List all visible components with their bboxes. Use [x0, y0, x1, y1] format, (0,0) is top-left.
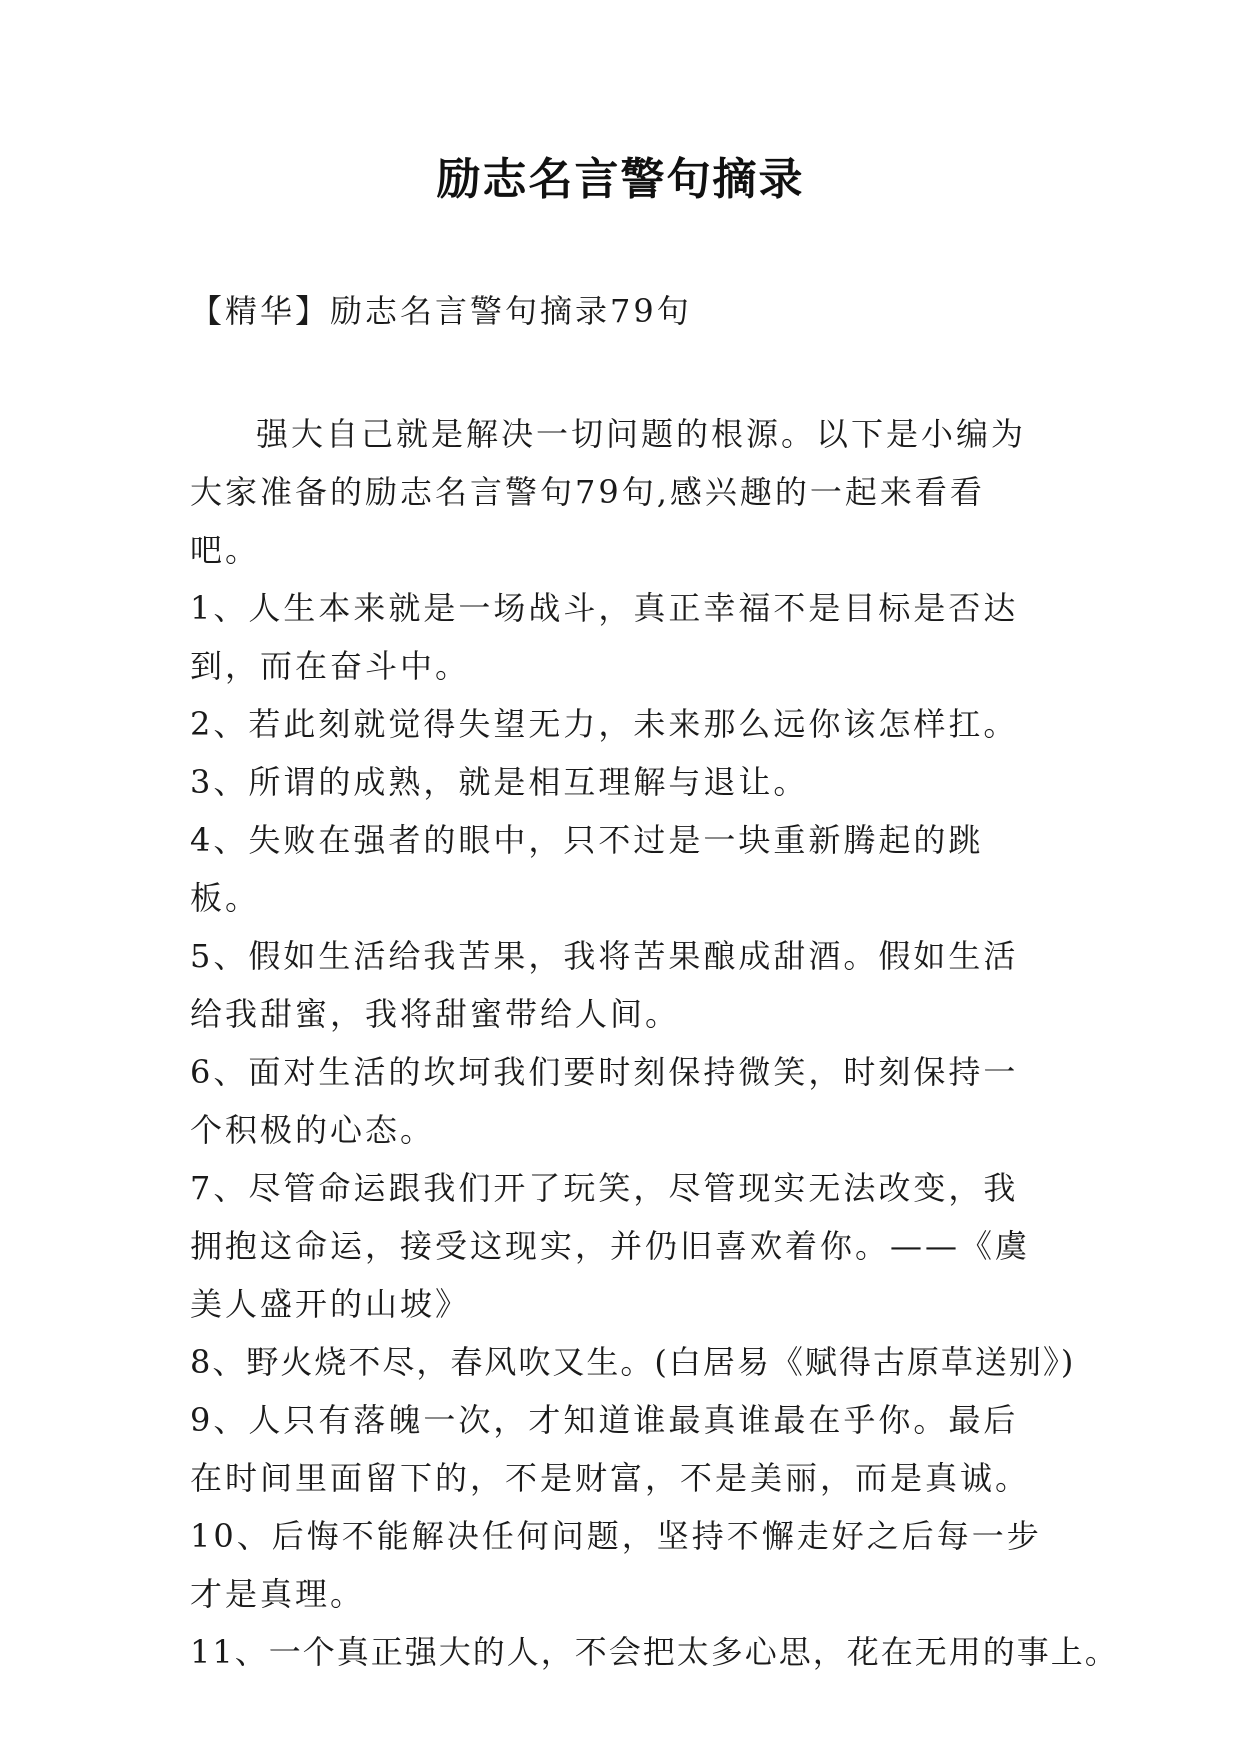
document-body	[190, 405, 1119, 1681]
quote-item: 4、失败在强者的眼中，只不过是一块重新腾起的跳板。	[190, 821, 984, 917]
quote-item: 7、尽管命运跟我们开了玩笑，尽管现实无法改变，我拥抱这命运，接受这现实，并仍旧喜欢着你。——《虞美人盛开的山坡》	[190, 1169, 1031, 1323]
document-subtitle: 【精华】励志名言警句摘录79句	[190, 292, 692, 330]
quote-item: 9、人只有落魄一次，才知道谁最真谁最在乎你。最后在时间里面留下的，不是财富，不是美丽，而是真诚。	[190, 1401, 1031, 1497]
quote-item: 2、若此刻就觉得失望无力，未来那么远你该怎样扛。	[190, 705, 1019, 743]
intro-paragraph: 强大自己就是解决一切问题的根源。以下是小编为大家准备的励志名言警句79句,感兴趣的一起来看看吧。	[190, 415, 1027, 569]
quote-item: 10、后悔不能解决任何问题，坚持不懈走好之后每一步才是真理。	[190, 1517, 1042, 1613]
document-title: 励志名言警句摘录	[436, 154, 805, 205]
quote-item: 8、野火烧不尽，春风吹又生。(白居易《赋得古原草送别》)	[190, 1343, 1076, 1381]
quote-item: 6、面对生活的坎坷我们要时刻保持微笑，时刻保持一个积极的心态。	[190, 1053, 1019, 1149]
quote-item: 11、一个真正强大的人，不会把太多心思，花在无用的事上。	[190, 1633, 1119, 1671]
quote-item: 1、人生本来就是一场战斗，真正幸福不是目标是否达到，而在奋斗中。	[190, 589, 1019, 685]
quote-item: 5、假如生活给我苦果，我将苦果酿成甜酒。假如生活给我甜蜜，我将甜蜜带给人间。	[190, 937, 1019, 1033]
quote-item: 3、所谓的成熟，就是相互理解与退让。	[190, 763, 809, 801]
